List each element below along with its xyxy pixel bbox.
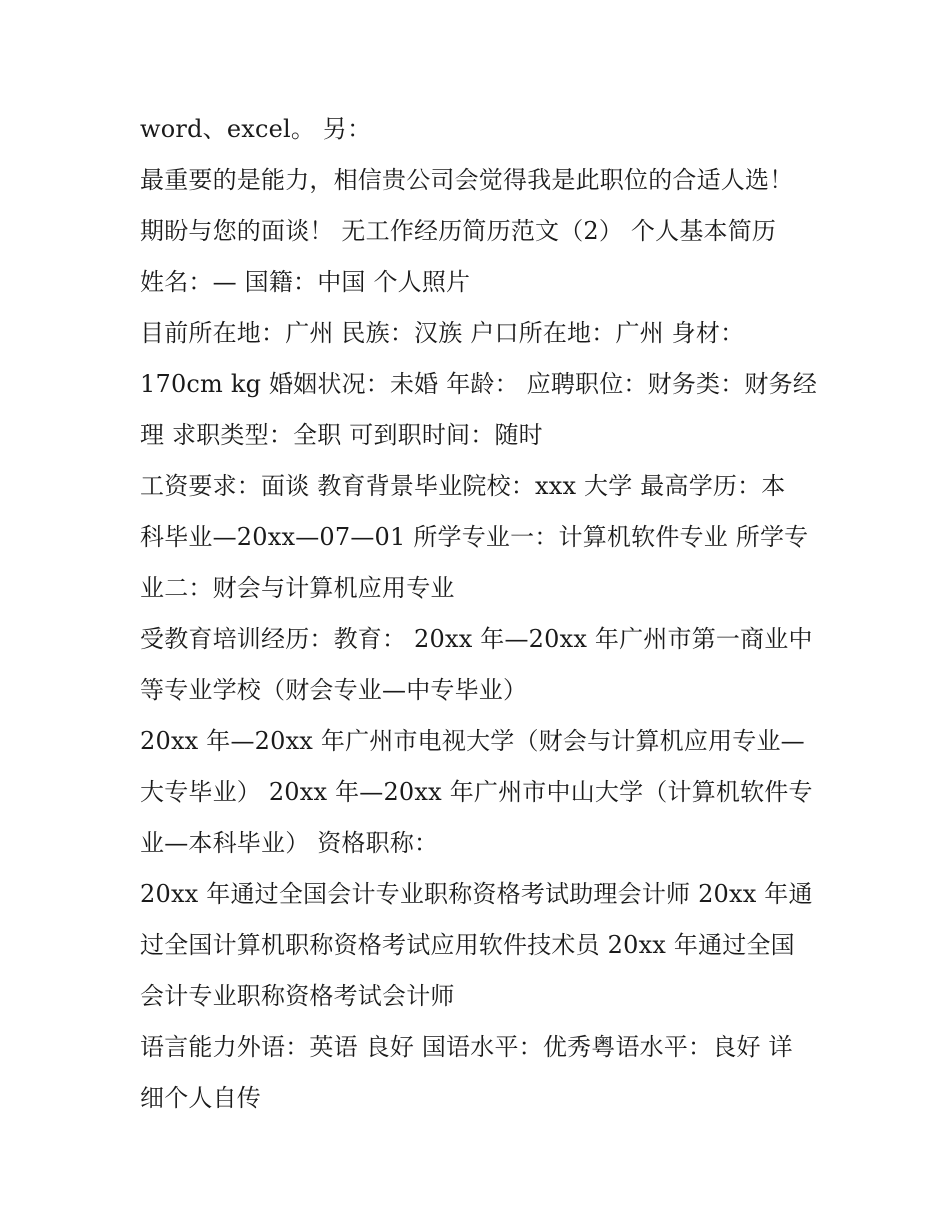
text-line: 姓名：— 国籍：中国 个人照片 bbox=[140, 268, 471, 296]
text-line: 细个人自传 bbox=[140, 1084, 261, 1112]
text-line: 业二：财会与计算机应用专业 bbox=[140, 574, 455, 602]
text-line: 期盼与您的面谈！ 无工作经历简历范文（2） 个人基本简历 bbox=[140, 217, 777, 245]
text-line: 170cm kg 婚姻状况：未婚 年龄： 应聘职位：财务类：财务经 bbox=[140, 370, 818, 398]
text-line: 目前所在地：广州 民族：汉族 户口所在地：广州 身材： bbox=[140, 319, 745, 347]
document-body bbox=[140, 104, 820, 1124]
text-line: 语言能力外语：英语 良好 国语水平：优秀粤语水平：良好 详 bbox=[140, 1033, 793, 1061]
text-line: 受教育培训经历：教育： 20xx 年—20xx 年广州市第一商业中 bbox=[140, 625, 813, 653]
text-line: 工资要求：面谈 教育背景毕业院校：xxx 大学 最高学历：本 bbox=[140, 472, 786, 500]
text-line: 科毕业—20xx—07—01 所学专业一：计算机软件专业 所学专 bbox=[140, 523, 809, 551]
text-line: 业—本科毕业） 资格职称： bbox=[140, 829, 439, 857]
text-line: 最重要的是能力，相信贵公司会觉得我是此职位的合适人选！ bbox=[140, 166, 794, 194]
text-line: 大专毕业） 20xx 年—20xx 年广州市中山大学（计算机软件专 bbox=[140, 778, 813, 806]
text-line: 20xx 年—20xx 年广州市电视大学（财会与计算机应用专业— bbox=[140, 727, 805, 755]
text-line: 理 求职类型：全职 可到职时间：随时 bbox=[140, 421, 543, 449]
text-line: word、excel。 另： bbox=[140, 115, 372, 143]
text-line: 会计专业职称资格考试会计师 bbox=[140, 982, 455, 1010]
text-line: 20xx 年通过全国会计专业职称资格考试助理会计师 20xx 年通 bbox=[140, 880, 813, 908]
text-line: 等专业学校（财会专业—中专毕业） bbox=[140, 676, 528, 704]
text-line: 过全国计算机职称资格考试应用软件技术员 20xx 年通过全国 bbox=[140, 931, 795, 959]
